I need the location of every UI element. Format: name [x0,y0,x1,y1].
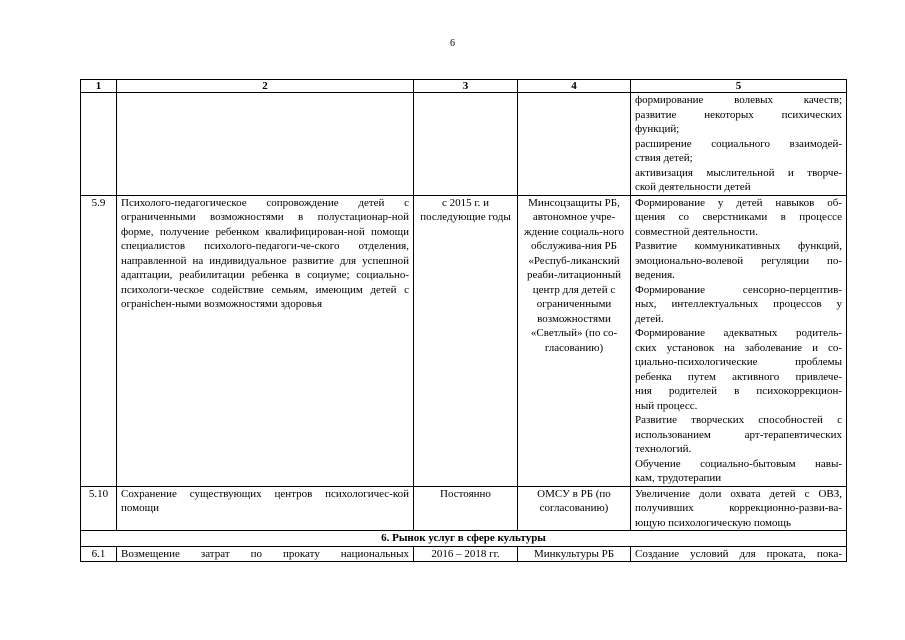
page-number: 6 [450,38,455,49]
result-line: ствия детей; [635,152,693,164]
result-cell [631,93,847,196]
row-number-cell [81,93,117,196]
result-line: функций; [635,123,680,135]
result-line: технологий. [635,443,692,455]
result-line: использованием арт-терапевтических [635,428,842,441]
header-cell-1: 1 [81,80,117,93]
result-line: Создание условий для проката, пока- [635,547,842,560]
section-heading-row [81,531,847,547]
row-number-cell: 5.10 [81,486,117,531]
term-cell: 2016 – 2018 гг. [414,546,518,562]
result-line: Формирование адекватных родитель- [635,327,842,339]
result-line: активизация мыслительной и творче- [635,166,842,179]
result-line: ребенка путем активного привлече- [635,370,842,383]
executor-cell: ОМСУ в РБ (по согласованию) [518,486,631,531]
result-line: Развитие творческих способностей с [635,414,842,426]
result-line: совместной деятельности. [635,225,758,238]
result-line: получивших коррекционно-разви-ва- [635,502,842,514]
section-heading: 6. Рынок услуг в сфере культуры [81,531,847,547]
measure-cell: Сохранение существующих центров психологичес-кой помощи [117,486,414,531]
result-line: ских установок на заболевание и со- [635,341,842,354]
result-line: Формирование у детей навыков об- [635,196,842,209]
result-line: Увеличение доли охвата детей с ОВЗ, [635,487,842,500]
table-header-row [81,80,847,93]
result-line: щения со сверстниками в процессе [635,211,842,223]
result-line: Формирование сенсорно-перцептив- [635,283,842,296]
term-cell: Постоянно [414,486,518,531]
result-line: детей. [635,312,664,325]
measure-cell [117,93,414,196]
result-line: ных, интеллектуальных процессов у [635,298,842,310]
result-line: Развитие коммуникативных функций, [635,240,842,252]
header-cell-2: 2 [117,80,414,93]
result-line: ской деятельности детей [635,181,751,193]
measure-cell: Психолого-педагогическое сопровождение детей с ограниченными возможностями в полустационар-ной форме, получение ребенком квалифицирован-ной помощи специалистов психолого-педагоги-че-ского отделения, направленной на индивидуальное развитие для успешной адаптации, реабилитации ребенка в социуме; социально-психологи-ческое содействие семьям, имеющим детей с огранichен-ными возможностями здоровья [117,195,414,486]
measures-table [80,79,847,562]
result-line: эмоционально-волевой регуляции по- [635,254,842,267]
measure-cell [117,546,414,562]
result-line: ведения. [635,269,675,281]
header-cell-4: 4 [518,80,631,93]
measure-line: Возмещение затрат по прокату национальных [121,547,409,560]
table-row-continued [81,93,847,196]
executor-cell [518,93,631,196]
result-line: формирование волевых качеств; [635,94,842,106]
row-number-cell: 6.1 [81,546,117,562]
result-cell [631,195,847,486]
result-line: Обучение социально-бытовым навы- [635,457,842,470]
result-line: циально-психологические проблемы [635,356,842,368]
table-row-6-1 [81,546,847,562]
result-line: ный процесс. [635,399,698,412]
table-row-5-10 [81,486,847,531]
term-cell [414,93,518,196]
table-row-5-9 [81,195,847,486]
result-line: кам, трудотерапии [635,472,722,484]
header-cell-5: 5 [631,80,847,93]
result-line: ния родителей в психокоррекцион- [635,385,842,397]
term-cell: с 2015 г. и последующие годы [414,195,518,486]
result-line: развитие некоторых психических [635,108,842,121]
row-number-cell: 5.9 [81,195,117,486]
result-line: расширение социального взаимодей- [635,137,842,150]
header-cell-3: 3 [414,80,518,93]
result-line: ющую психологическую помощь [635,516,791,529]
executor-cell: Минсоцзащиты РБ, автономное учре-ждение социаль-ного обслужива-ния РБ «Респуб-ликанский реаби-литационный центр для детей с ограниченными возможностями «Светлый» (по со-гласованию) [518,195,631,486]
result-cell [631,546,847,562]
result-cell [631,486,847,531]
executor-cell: Минкультуры РБ [518,546,631,562]
